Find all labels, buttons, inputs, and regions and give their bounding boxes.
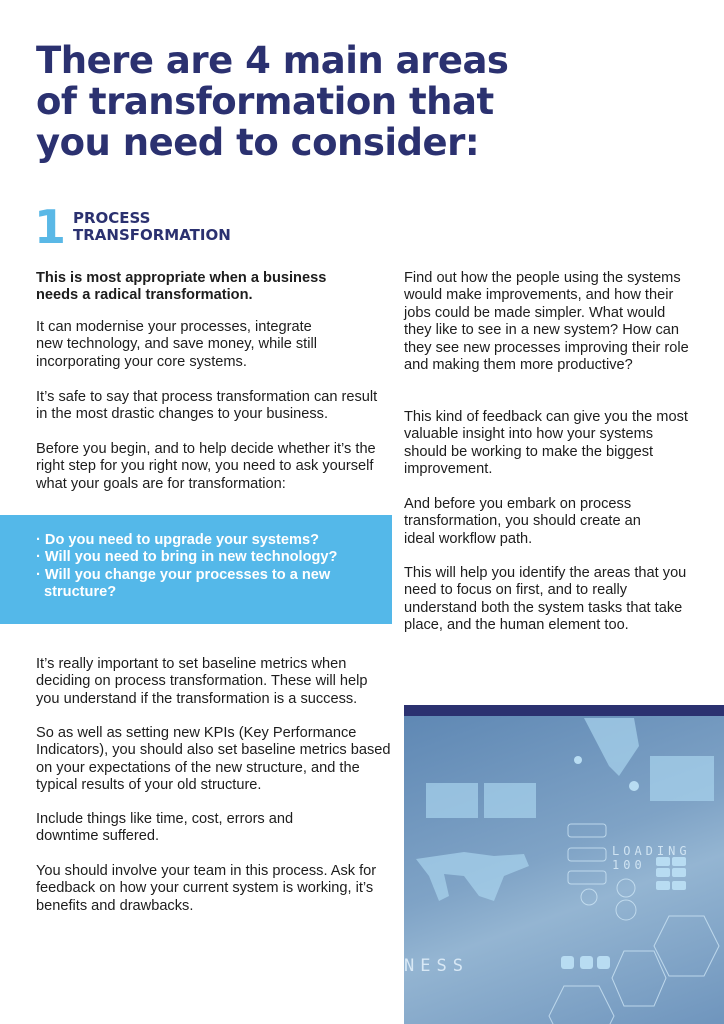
paragraph: It can modernise your processes, integrate new technology, and save money, while still incorporating your core systems. (36, 319, 317, 370)
paragraph: It’s safe to say that process transformation can result in the most drastic changes to your business. (36, 389, 378, 423)
paragraph: This will help you identify the areas that you need to focus on first, and to really understand both the system tasks that take place, and the human element too. (404, 565, 687, 634)
image-top-bar (404, 705, 724, 716)
image-text-loading: LOADING 100 (612, 844, 691, 872)
question-item: · Will you change your processes to a new structure? (36, 566, 331, 601)
paragraph: This kind of feedback can give you the most valuable insight into how your systems should be working to make the biggest improvement. (404, 409, 688, 478)
paragraph: You should involve your team in this process. Ask for feedback on how your current system is working, it’s benefits and drawbacks. (36, 863, 377, 914)
section-heading (73, 210, 231, 244)
questions-callout (0, 515, 392, 624)
paragraph: So as well as setting new KPIs (Key Performance Indicators), you should also set baseline metrics based on your expectations of the new structure, and the typical results of your old structure. (36, 725, 391, 794)
lead-paragraph: This is most appropriate when a business needs a radical transformation. (36, 270, 327, 304)
question-item: · Do you need to upgrade your systems? (36, 532, 320, 548)
section-heading-line1: PROCESS (73, 209, 151, 227)
question-item: · Will you need to bring in new technology? (36, 549, 338, 566)
paragraph: Include things like time, cost, errors and downtime suffered. (36, 811, 294, 845)
paragraph: It’s really important to set baseline metrics when deciding on process transformation. These will help you understand if the transformation is a success. (36, 656, 368, 707)
image-text-ness: NESS (404, 956, 469, 976)
paragraph: Before you begin, and to help decide whether it’s the right step for you right now, you need to ask yourself what your goals are for transformation: (36, 441, 376, 492)
page-title: There are 4 main areas of transformation that you need to consider: (36, 39, 509, 164)
section-heading-line2: TRANSFORMATION (73, 226, 231, 244)
section-number: 1 (34, 200, 67, 254)
paragraph: And before you embark on process transformation, you should create an ideal workflow path. (404, 496, 641, 547)
paragraph: Find out how the people using the systems would make improvements, and how their jobs could be made simpler. What would they like to see in a new system? How can they see new processes improving their role and making them more productive? (404, 270, 689, 374)
technology-image (404, 716, 724, 1024)
